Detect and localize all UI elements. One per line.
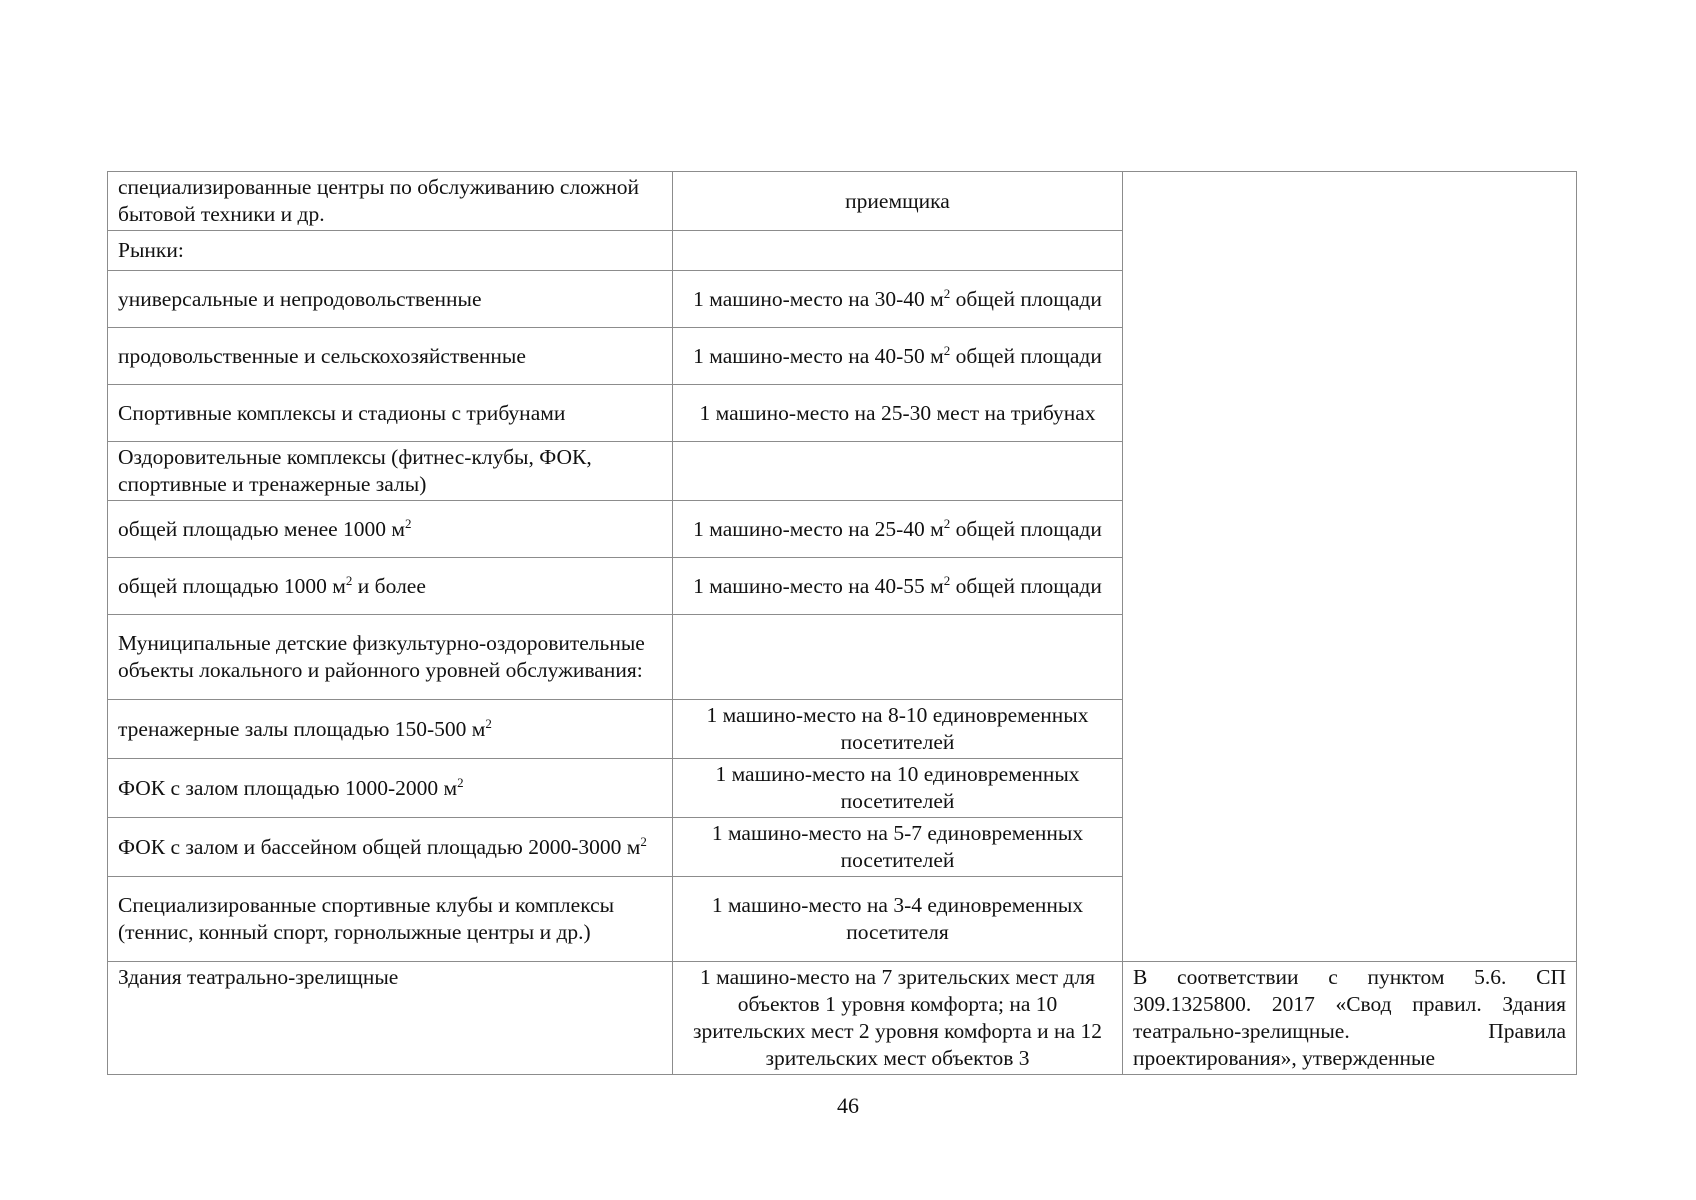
- table-cell-norm: 1 машино-место на 8-10 единовременных посетителей: [673, 700, 1123, 759]
- table-cell-norm: [673, 328, 1123, 385]
- superscript: 2: [405, 515, 412, 531]
- table-cell-reference: В соответствии с пунктом 5.6. СП 309.1325800. 2017 «Свод правил. Здания театрально-зрелищные. Правила проектирования», утвержденные: [1123, 962, 1577, 1075]
- table-cell-facility: специализированные центры по обслуживанию сложной бытовой техники и др.: [108, 172, 673, 231]
- table-cell-norm: [673, 271, 1123, 328]
- table-cell-facility: Специализированные спортивные клубы и комплексы (теннис, конный спорт, горнолыжные центры и др.): [108, 877, 673, 962]
- norm-text: общей площади: [950, 516, 1102, 541]
- page-number: 46: [837, 1093, 859, 1118]
- facility-text: общей площадью менее 1000 м: [118, 516, 406, 541]
- table-cell-norm: [673, 558, 1123, 615]
- table-cell-facility: Здания театрально-зрелищные: [108, 962, 673, 1075]
- norm-text: общей площади: [950, 573, 1102, 598]
- norm-text: 1 машино-место на 30-40 м: [693, 286, 944, 311]
- table-cell-reference-empty: [1123, 172, 1577, 962]
- norm-text: общей площади: [950, 343, 1102, 368]
- table-cell-norm: [673, 442, 1123, 501]
- superscript: 2: [457, 774, 464, 790]
- table-cell-norm: 1 машино-место на 7 зрительских мест для объектов 1 уровня комфорта; на 10 зрительских мест 2 уровня комфорта и на 12 зрительских мест объектов 3: [673, 962, 1123, 1075]
- superscript: 2: [485, 715, 492, 731]
- table-cell-facility: [108, 501, 673, 558]
- table-cell-facility: продовольственные и сельскохозяйственные: [108, 328, 673, 385]
- superscript: 2: [640, 833, 647, 849]
- table-cell-norm: 1 машино-место на 25-30 мест на трибунах: [673, 385, 1123, 442]
- table-cell-norm: [673, 615, 1123, 700]
- table-cell-facility: Рынки:: [108, 231, 673, 271]
- facility-text: ФОК с залом и бассейном общей площадью 2000-3000 м: [118, 834, 641, 859]
- superscript: 2: [345, 572, 353, 588]
- facility-text: тренажерные залы площадью 150-500 м: [118, 716, 486, 741]
- table-cell-facility: универсальные и непродовольственные: [108, 271, 673, 328]
- norm-text: общей площади: [950, 286, 1102, 311]
- table-cell-facility: Оздоровительные комплексы (фитнес-клубы, ФОК, спортивные и тренажерные залы): [108, 442, 673, 501]
- table-cell-norm: [673, 231, 1123, 271]
- norm-text: 1 машино-место на 25-40 м: [693, 516, 944, 541]
- table-row: [108, 962, 1577, 1075]
- table-cell-facility: Спортивные комплексы и стадионы с трибунами: [108, 385, 673, 442]
- superscript: 2: [943, 515, 951, 531]
- table-cell-facility: [108, 558, 673, 615]
- facility-text: и более: [352, 573, 426, 598]
- table-cell-norm: [673, 501, 1123, 558]
- norms-table: [107, 171, 1577, 1075]
- table-cell-facility: [108, 759, 673, 818]
- facility-text: ФОК с залом площадью 1000-2000 м: [118, 775, 458, 800]
- table-cell-norm: 1 машино-место на 3-4 единовременных посетителя: [673, 877, 1123, 962]
- table-cell-facility: [108, 700, 673, 759]
- table-cell-facility: [108, 818, 673, 877]
- table-cell-norm: 1 машино-место на 5-7 единовременных посетителей: [673, 818, 1123, 877]
- table-cell-norm: приемщика: [673, 172, 1123, 231]
- superscript: 2: [943, 572, 951, 588]
- norm-text: 1 машино-место на 40-55 м: [693, 573, 944, 598]
- table-row: [108, 172, 1577, 231]
- table-cell-norm: 1 машино-место на 10 единовременных посетителей: [673, 759, 1123, 818]
- superscript: 2: [943, 342, 951, 358]
- superscript: 2: [943, 285, 951, 301]
- facility-text: общей площадью 1000 м: [118, 573, 346, 598]
- table-cell-facility: Муниципальные детские физкультурно-оздоровительные объекты локального и районного уровней обслуживания:: [108, 615, 673, 700]
- norm-text: 1 машино-место на 40-50 м: [693, 343, 944, 368]
